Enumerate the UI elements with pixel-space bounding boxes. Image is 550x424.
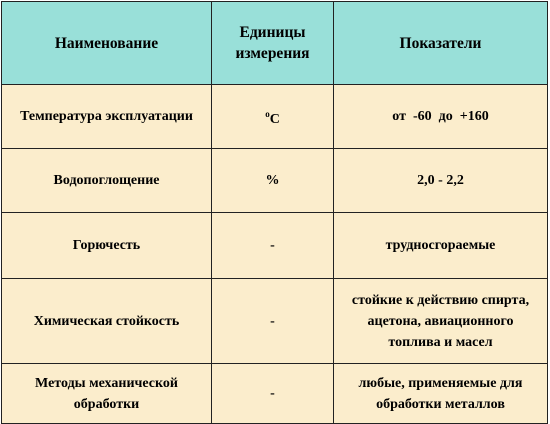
table-row [2,279,548,364]
unit-text: C [269,111,280,127]
row-name: Водопоглощение [2,149,212,213]
row-unit: - [212,364,334,424]
table-row [2,85,548,149]
degree-superscript: o [265,108,270,119]
row-unit: % [212,149,334,213]
row-value: любые, применяемые для обработки металлов [334,364,548,424]
row-value: от -60 до +160 [334,85,548,149]
row-name: Методы механической обработки [2,364,212,424]
row-value: 2,0 - 2,2 [334,149,548,213]
row-name: Химическая стойкость [2,279,212,364]
table-row [2,149,548,213]
row-value: стойкие к действию спирта, ацетона, авиационного топлива и масел [334,279,548,364]
row-name: Горючесть [2,213,212,279]
row-unit: - [212,213,334,279]
table-row [2,364,548,424]
properties-table [1,1,548,424]
table-header-row [2,2,548,85]
header-name: Наименование [2,2,212,85]
row-name: Температура эксплуатации [2,85,212,149]
row-value: трудносгораемые [334,213,548,279]
row-unit: - [212,279,334,364]
header-unit: Единицы измерения [212,2,334,85]
table-row [2,213,548,279]
row-unit [212,85,334,149]
header-value: Показатели [334,2,548,85]
